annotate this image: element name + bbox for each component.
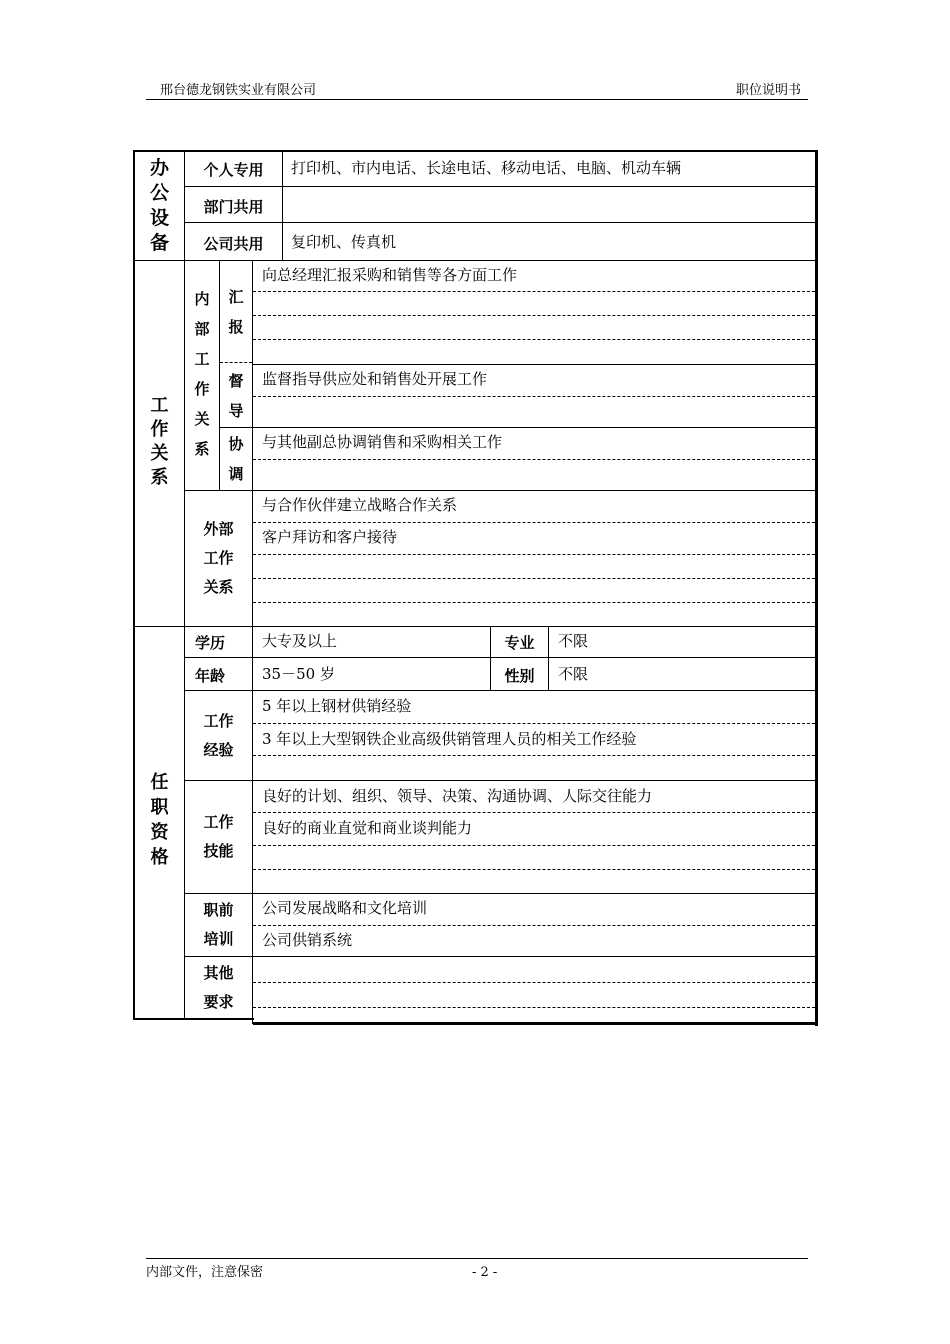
internal-relations-label: 内部工作关系 [194, 290, 210, 458]
report-line-1: 向总经理汇报采购和销售等各方面工作 [262, 266, 518, 284]
report-label: 汇报 [228, 288, 244, 336]
major-value: 不限 [558, 632, 589, 650]
training-line-1: 公司发展战略和文化培训 [262, 899, 428, 917]
experience-line-1: 5 年以上钢材供销经验 [262, 697, 412, 715]
company-shared-value: 复印机、传真机 [291, 233, 397, 251]
skills-line-1: 良好的计划、组织、领导、决策、沟通协调、人际交往能力 [262, 787, 653, 805]
company-name: 邢台德龙钢铁实业有限公司 [160, 83, 317, 98]
major-label: 专业 [504, 634, 535, 652]
qualifications-title: 任职资格 [150, 772, 169, 868]
personal-use-value: 打印机、市内电话、长途电话、移动电话、电脑、机动车辆 [291, 159, 682, 177]
company-shared-label: 公司共用 [203, 235, 264, 253]
office-equipment-title: 办公设备 [149, 157, 169, 254]
age-value: 35－50 岁 [262, 665, 335, 683]
page-number: - 2 - [472, 1265, 498, 1280]
department-shared-label: 部门共用 [203, 198, 264, 216]
gender-value: 不限 [558, 665, 589, 683]
experience-label: 工作经验 [203, 712, 234, 759]
skills-label: 工作技能 [203, 813, 234, 860]
confidential-note: 内部文件，注意保密 [146, 1265, 264, 1280]
education-label: 学历 [194, 634, 225, 652]
external-line-2: 客户拜访和客户接待 [262, 528, 398, 546]
age-label: 年龄 [194, 667, 225, 685]
supervise-line-1: 监督指导供应处和销售处开展工作 [262, 370, 488, 388]
skills-line-2: 良好的商业直觉和商业谈判能力 [262, 819, 473, 837]
training-line-2: 公司供销系统 [262, 931, 353, 949]
education-value: 大专及以上 [262, 632, 338, 650]
coordinate-label: 协调 [228, 435, 244, 483]
footer-rule [146, 1258, 808, 1259]
external-line-1: 与合作伙伴建立战略合作关系 [262, 496, 458, 514]
other-requirements-label: 其他要求 [203, 964, 234, 1011]
training-label: 职前培训 [203, 901, 234, 948]
experience-line-2: 3 年以上大型钢铁企业高级供销管理人员的相关工作经验 [262, 730, 637, 748]
document-title: 职位说明书 [736, 83, 802, 98]
personal-use-label: 个人专用 [203, 161, 264, 179]
gender-label: 性别 [504, 667, 535, 685]
supervise-label: 督导 [228, 372, 244, 420]
work-relations-title: 工作关系 [150, 395, 169, 488]
external-relations-label: 外部工作关系 [203, 520, 234, 596]
coordinate-line-1: 与其他副总协调销售和采购相关工作 [262, 433, 503, 451]
